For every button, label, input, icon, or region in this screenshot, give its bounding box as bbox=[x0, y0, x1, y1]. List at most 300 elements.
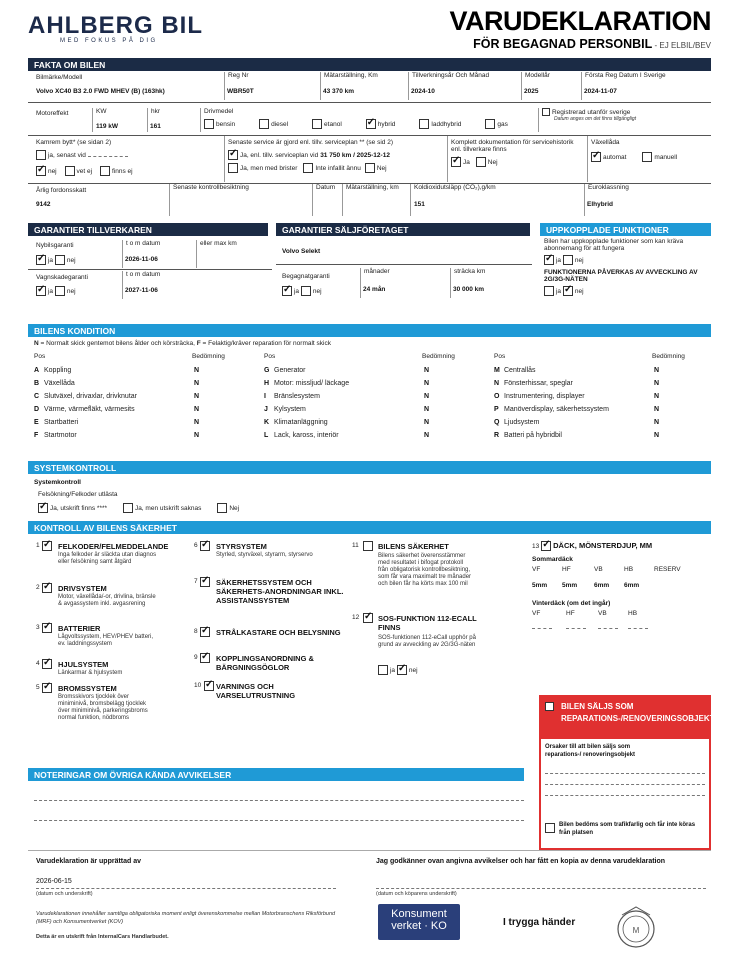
section-gar-salj-header: GARANTIER SÄLJFÖRETAGET bbox=[276, 223, 530, 236]
trafik-row bbox=[545, 821, 705, 837]
condition-item: Slutväxel, drivaxlar, drivknutar bbox=[44, 393, 137, 400]
upprattad-datum: 2026-06-15 bbox=[36, 878, 72, 885]
noter-line bbox=[34, 820, 524, 821]
fuel-label: diesel bbox=[271, 120, 289, 128]
fuel-label: bensin bbox=[216, 120, 236, 128]
service-label: Senaste service är gjord enl. tillv. serviceplan ** (se sid 2) bbox=[228, 139, 393, 146]
ja-label: ja bbox=[47, 287, 54, 295]
sak-title: STYRSYSTEM bbox=[216, 542, 267, 551]
uppk-text: Bilen har uppkopplade funktioner som kan kräva abonnemang för att fungera bbox=[544, 238, 684, 252]
sak-title: BATTERIER bbox=[58, 624, 101, 633]
condition-rating: N bbox=[194, 432, 200, 439]
condition-item: Startbatteri bbox=[44, 419, 79, 426]
fuel-gas-checkbox[interactable] bbox=[485, 119, 495, 129]
condition-item: Instrumentering, displayer bbox=[504, 393, 585, 400]
sak-item bbox=[36, 623, 186, 659]
upprattad-label: Varudeklaration är upprättad av bbox=[36, 858, 142, 865]
field-label: Första Reg Datum I Sverige bbox=[581, 72, 666, 100]
condition-item: Startmotor bbox=[44, 432, 77, 439]
pos-header: Pos bbox=[264, 353, 276, 360]
condition-rating: N bbox=[424, 380, 430, 387]
kamrem-ja-checkbox[interactable] bbox=[36, 150, 46, 160]
beg-ja-checkbox[interactable] bbox=[282, 286, 292, 296]
salj-namn: Volvo Selekt bbox=[282, 248, 321, 255]
euro-value: Elhybrid bbox=[587, 201, 614, 208]
vaxel-auto-label: automat bbox=[602, 153, 627, 161]
field-label: Modellår bbox=[521, 72, 550, 100]
komplett-nej-label: Nej bbox=[487, 158, 498, 166]
sak-desc: Länkarmar & hjulsystem bbox=[58, 670, 123, 676]
condition-letter: P bbox=[494, 406, 499, 413]
sak-title: KOPPLINGSANORDNING & BÄRGNINGSÖGLOR bbox=[216, 654, 314, 672]
ja-label: ja bbox=[555, 287, 562, 295]
dack-checkbox[interactable] bbox=[541, 541, 551, 551]
field-label: Tillverkningsår Och Månad bbox=[408, 72, 489, 100]
sak-item bbox=[36, 683, 186, 733]
condition-letter: B bbox=[34, 380, 40, 387]
condition-rating: N bbox=[654, 432, 660, 439]
vagn-label: Vagnskadegaranti bbox=[36, 274, 88, 281]
sak-num: 2 bbox=[36, 584, 40, 591]
system-sub: Felsökning/Felkoder utlästa bbox=[38, 491, 118, 498]
fuel-hybrid-checkbox[interactable] bbox=[366, 119, 376, 129]
ja-label: ja bbox=[293, 287, 300, 295]
sak-5-checkbox[interactable] bbox=[42, 683, 52, 693]
condition-item: Centrallås bbox=[504, 367, 536, 374]
reparation-title: BILEN SÄLJS SOM REPARATIONS-/RENOVERINGSOBJEKT bbox=[561, 702, 715, 723]
condition-item: Klimatanläggning bbox=[274, 419, 328, 426]
beg-nej-checkbox[interactable] bbox=[301, 286, 311, 296]
field-label: Reg Nr bbox=[224, 72, 249, 100]
condition-letter: M bbox=[494, 367, 500, 374]
dealer-slogan: MED FOKUS PÅ DIG bbox=[60, 38, 158, 44]
dack-num: 13 bbox=[532, 543, 540, 550]
vagn-ja-checkbox[interactable] bbox=[36, 286, 46, 296]
fuel-label: hybrid bbox=[377, 120, 396, 128]
vinter-label: Vinterdäck (om det ingår) bbox=[532, 600, 611, 608]
ecall-ja-checkbox[interactable] bbox=[378, 665, 388, 675]
kamrem-vet-label: vet ej bbox=[76, 167, 93, 175]
nyb-datum: 2026-11-06 bbox=[125, 256, 158, 263]
uppk-fn: FUNKTIONERNA PÅVERKAS AV AVVECKLING AV 2G/3G-NÄTEN bbox=[544, 269, 698, 283]
kamrem-nej-label: nej bbox=[47, 167, 57, 175]
col-vf: VF bbox=[532, 566, 541, 574]
bedomning-header: Bedömning bbox=[192, 353, 225, 360]
service-inte-checkbox[interactable] bbox=[303, 163, 313, 173]
vaxel-auto-checkbox[interactable] bbox=[591, 152, 601, 162]
trygga-text: I trygga händer bbox=[503, 917, 576, 928]
system-ja-checkbox[interactable] bbox=[38, 503, 48, 513]
page-subtitle: FÖR BEGAGNAD PERSONBIL - EJ ELBIL/BEV bbox=[473, 37, 711, 51]
section-noter-header: NOTERINGAR OM ÖVRIGA KÄNDA AVVIKELSER bbox=[28, 768, 524, 781]
pos-header: Pos bbox=[34, 353, 46, 360]
sak-desc: Lågvoltssystem, HEV/PHEV batteri, ev. laddningssystem bbox=[58, 634, 154, 647]
nej-label: nej bbox=[574, 287, 584, 295]
vaxel-man-checkbox[interactable] bbox=[642, 152, 652, 162]
sak-num: 5 bbox=[36, 684, 40, 691]
uppk bbox=[544, 238, 710, 316]
val-hf: 5mm bbox=[562, 582, 578, 590]
nej-label: nej bbox=[66, 256, 76, 264]
condition-item: Ljudsystem bbox=[504, 419, 540, 426]
col-hf: HF bbox=[566, 610, 575, 618]
condition-item: Manöverdisplay, säkerhetssystem bbox=[504, 406, 609, 413]
sak-item bbox=[194, 541, 344, 577]
vaxel-field bbox=[587, 136, 711, 182]
condition-item: Motor: missljud/ läckage bbox=[274, 380, 350, 387]
sak-num: 8 bbox=[194, 628, 198, 635]
co2-value: 151 bbox=[414, 201, 425, 208]
sak-item-11 bbox=[352, 541, 522, 613]
condition-rating: N bbox=[654, 380, 660, 387]
dack-title: DÄCK, MÖNSTERDJUP, MM bbox=[553, 541, 653, 550]
komplett-ja-label: Ja bbox=[462, 158, 470, 166]
beg-str-value: 30 000 km bbox=[453, 286, 485, 293]
gar-tillv bbox=[28, 238, 272, 304]
sak-2-checkbox[interactable] bbox=[42, 583, 52, 593]
sommar-label: Sommardäck bbox=[532, 556, 573, 564]
condition-rating: N bbox=[424, 419, 430, 426]
sak-item-12 bbox=[352, 613, 522, 693]
fakta-section bbox=[28, 72, 711, 217]
condition-item: Värme, värmefläkt, värmesits bbox=[44, 406, 135, 413]
sak-11-checkbox[interactable] bbox=[363, 541, 373, 551]
kamrem-label: Kamrem bytt* (se sidan 2) bbox=[36, 139, 112, 146]
hk-label: hkr bbox=[147, 108, 160, 132]
sak-desc: Bromsskivors tjocklek över miniminivå, bromsbelägg tjocklek över miniminivå, parkeringsbroms normal funktion, nödbroms bbox=[58, 694, 148, 721]
col-vf: VF bbox=[532, 610, 541, 618]
nyb-label: Nybilsgaranti bbox=[36, 242, 74, 249]
sak-num: 11 bbox=[352, 542, 359, 549]
fuel-options bbox=[204, 119, 516, 129]
beg-man-label: månader bbox=[360, 268, 390, 298]
system-o2: Ja, men utskrift saknas bbox=[134, 504, 202, 512]
section-uppk-header: UPPKOPPLADE FUNKTIONER bbox=[540, 223, 711, 236]
sak-title: BROMSSYSTEM bbox=[58, 684, 117, 693]
reparation-orsaker: Orsaker till att bilen säljs som reparations-/ renoveringsobjekt bbox=[545, 744, 636, 758]
condition-letter: N bbox=[494, 380, 500, 387]
field-value-tillv: 2024-10 bbox=[411, 88, 435, 95]
field-label: Mätarställning, Km bbox=[320, 72, 378, 100]
vagn-datum: 2027-11-06 bbox=[125, 287, 158, 294]
sak-1-checkbox[interactable] bbox=[42, 541, 52, 551]
page-title: VARUDEKLARATION bbox=[449, 6, 711, 36]
reparation-box bbox=[539, 695, 715, 850]
skatt-value: 9142 bbox=[36, 201, 51, 208]
sak-title: HJULSYSTEM bbox=[58, 660, 109, 669]
kamrem-finns-checkbox[interactable] bbox=[100, 166, 110, 176]
fuel-etanol-checkbox[interactable] bbox=[312, 119, 322, 129]
disclaimer-printout: Detta är en utskrift från InternalCars Handlarbudet. bbox=[36, 934, 169, 940]
ecall-nej-checkbox[interactable] bbox=[397, 665, 407, 675]
service-nej-label: Nej bbox=[376, 164, 387, 172]
svg-text:M: M bbox=[632, 926, 640, 935]
condition-rating: N bbox=[654, 406, 660, 413]
kontroll-label: Senaste kontrollbesiktning bbox=[169, 184, 249, 216]
fuel-laddhybrid-checkbox[interactable] bbox=[419, 119, 429, 129]
nyb-max-label: eller max km bbox=[196, 240, 237, 268]
section-system-header: SYSTEMKONTROLL bbox=[28, 461, 711, 474]
field-value-regnr: WBR50T bbox=[227, 88, 254, 95]
condition-item: Batteri på hybridbil bbox=[504, 432, 562, 439]
kw-value: 119 kW bbox=[96, 123, 119, 130]
service-inte-label: Inte infallit ännu bbox=[315, 164, 361, 172]
sak-desc: Inga felkoder är släckta utan diagnos eller felsökning samt åtgärd bbox=[58, 552, 157, 565]
sak-col-1 bbox=[36, 541, 186, 733]
sak-title: VARNINGS OCH VARSELUTRUSTNING bbox=[216, 682, 296, 700]
condition-letter: H bbox=[264, 380, 270, 387]
kw-label: KW bbox=[92, 108, 106, 132]
condition-letter: K bbox=[264, 419, 270, 426]
vaxel-label: Växellåda bbox=[591, 139, 620, 146]
system-title: Systemkontroll bbox=[34, 479, 81, 486]
sak-num: 10 bbox=[194, 682, 202, 689]
sak-desc: Bilens säkerhet överensstämmer med resultatet i bifogat protokoll från obligatorisk kontrollbesiktning, som får vara maximalt tre månader och bilen får ha körts max 100 mil bbox=[378, 553, 472, 587]
condition-rating: N bbox=[424, 367, 430, 374]
sak-desc: Motor, växellåda/-or, drivlina, bränsle & avgassystem inkl. avgasrening bbox=[58, 594, 156, 607]
service-ja-label: Ja, enl. tillv. serviceplan vid bbox=[239, 151, 319, 159]
nyb-tom-label: t o m datum bbox=[122, 240, 160, 268]
dack-section bbox=[532, 541, 712, 651]
kondition-legend: N = Normalt skick gentemot bilens ålder och körsträcka, F = Felaktig/kräver reparation för normalt skick bbox=[34, 340, 331, 347]
service-field bbox=[224, 136, 444, 182]
col-reserv: RESERV bbox=[654, 566, 681, 574]
val-vf: 5mm bbox=[532, 582, 548, 590]
sak-title: STRÅLKASTARE OCH BELYSNING bbox=[216, 628, 341, 637]
condition-letter: R bbox=[494, 432, 500, 439]
system-o1: Ja, utskrift finns **** bbox=[49, 504, 108, 512]
condition-item: Fönsterhissar, speglar bbox=[504, 380, 573, 387]
condition-rating: N bbox=[424, 406, 430, 413]
condition-letter: I bbox=[264, 393, 266, 400]
vinter-grid bbox=[532, 610, 712, 636]
condition-item: Lack, kaross, interiör bbox=[274, 432, 339, 439]
condition-item: Koppling bbox=[44, 367, 72, 374]
sak-title: SOS-FUNKTION 112-ECALL FINNS bbox=[378, 614, 477, 632]
sak-desc: SOS-funktionen 112-eCall upphör på grund av avveckling av 2G/3G-näten bbox=[378, 635, 476, 648]
vagn-nej-checkbox[interactable] bbox=[55, 286, 65, 296]
condition-rating: N bbox=[194, 419, 200, 426]
nyb-nej-checkbox[interactable] bbox=[55, 255, 65, 265]
condition-letter: G bbox=[264, 367, 270, 374]
komplett-ja-checkbox[interactable] bbox=[451, 157, 461, 167]
sak-12-checkbox[interactable] bbox=[363, 613, 373, 623]
drivmedel-label: Drivmedel bbox=[200, 108, 233, 132]
sak-col-2 bbox=[194, 541, 344, 705]
field-value-modellar: 2025 bbox=[524, 88, 539, 95]
sak-title: DRIVSYSTEM bbox=[58, 584, 107, 593]
condition-letter: F bbox=[34, 432, 39, 439]
kamrem-options bbox=[36, 166, 133, 176]
sak-item bbox=[194, 653, 344, 681]
kamrem-ja-row bbox=[36, 150, 128, 160]
sommar-grid bbox=[532, 566, 712, 596]
system-o3: Nej bbox=[229, 504, 240, 512]
kontroll-datum-label: Datum bbox=[312, 184, 335, 216]
sak-num: 7 bbox=[194, 578, 198, 585]
nej-label: nej bbox=[66, 287, 76, 295]
sak-10-checkbox[interactable] bbox=[204, 681, 214, 691]
sak-col-3 bbox=[352, 541, 522, 693]
uppk-ja-checkbox[interactable] bbox=[544, 255, 554, 265]
kontroll-km-label: Mätarställning, km bbox=[342, 184, 399, 216]
field-value-model: Volvo XC40 B3 2.0 FWD MHEV (B) (163hk) bbox=[36, 88, 165, 95]
sak-6-checkbox[interactable] bbox=[200, 541, 210, 551]
reg-utanfor-checkbox[interactable] bbox=[542, 108, 550, 116]
condition-letter: O bbox=[494, 393, 500, 400]
gar-salj bbox=[276, 238, 532, 304]
sak-num: 3 bbox=[36, 624, 40, 631]
dealer-logo: AHLBERG BIL bbox=[28, 12, 203, 39]
col-vb: VB bbox=[594, 566, 603, 574]
konsumentverket-logo: Konsument verket · KO bbox=[378, 904, 460, 940]
nyb-ja-checkbox[interactable] bbox=[36, 255, 46, 265]
hk-value: 161 bbox=[150, 123, 161, 130]
system-ja-saknas-checkbox[interactable] bbox=[123, 503, 133, 513]
reparation-header bbox=[541, 697, 715, 739]
service-value: 31 750 km / 2025-12-12 bbox=[320, 151, 390, 159]
sak-title: BILENS SÄKERHET bbox=[378, 542, 449, 551]
sak-desc: Styrled, styrväxel, styrarm, styrservo bbox=[216, 552, 313, 558]
fuel-label: etanol bbox=[324, 120, 342, 128]
condition-rating: N bbox=[424, 432, 430, 439]
col-vb: VB bbox=[598, 610, 607, 618]
trafik-checkbox[interactable] bbox=[545, 823, 555, 833]
section-fakta-header: FAKTA OM BILEN bbox=[28, 58, 711, 71]
bedomning-header: Bedömning bbox=[652, 353, 685, 360]
ja-label: ja bbox=[555, 256, 562, 264]
field-value-firstreg: 2024-11-07 bbox=[584, 88, 617, 95]
reg-utanfor bbox=[538, 108, 662, 132]
condition-letter: L bbox=[264, 432, 269, 439]
system-nej-checkbox[interactable] bbox=[217, 503, 227, 513]
condition-rating: N bbox=[654, 419, 660, 426]
skatt-label: Årlig fordonsskatt bbox=[36, 187, 87, 194]
reparation-checkbox[interactable] bbox=[545, 702, 554, 711]
vaxel-man-label: manuell bbox=[654, 153, 678, 161]
field-label: Bilmärke/Modell bbox=[36, 74, 83, 81]
sak-item bbox=[36, 659, 186, 683]
bedomning-header: Bedömning bbox=[422, 353, 455, 360]
col-hb: HB bbox=[628, 610, 638, 618]
condition-letter: J bbox=[264, 406, 268, 413]
condition-rating: N bbox=[654, 367, 660, 374]
condition-letter: A bbox=[34, 367, 40, 374]
co2-label: Koldioxidutsläpp (CO₂),g/km bbox=[410, 184, 496, 216]
condition-letter: Q bbox=[494, 419, 500, 426]
sak-item bbox=[194, 681, 344, 705]
sak-num: 4 bbox=[36, 660, 40, 667]
section-gar-tillv-header: GARANTIER TILLVERKAREN bbox=[28, 223, 268, 236]
trafik-label: Bilen bedöms som trafikfarlig och får inte köras från platsen bbox=[559, 822, 696, 836]
datum-sub: (datum och underskrift) bbox=[36, 891, 93, 897]
nej-label: nej bbox=[574, 256, 584, 264]
beg-str-label: sträcka km bbox=[450, 268, 485, 298]
sak-3-checkbox[interactable] bbox=[42, 623, 52, 633]
ja-label: ja bbox=[47, 256, 54, 264]
condition-item: Kylsystem bbox=[274, 406, 306, 413]
sak-item bbox=[194, 577, 344, 627]
fuel-label: gas bbox=[497, 120, 508, 128]
condition-rating: N bbox=[194, 406, 200, 413]
sak-item bbox=[194, 627, 344, 653]
sak-num: 6 bbox=[194, 542, 198, 549]
fuel-bensin-checkbox[interactable] bbox=[204, 119, 214, 129]
kamrem-nej-checkbox[interactable] bbox=[36, 166, 46, 176]
sak-7-checkbox[interactable] bbox=[200, 577, 210, 587]
sak-4-checkbox[interactable] bbox=[42, 659, 52, 669]
reg-utanfor-sub: Datum anges om det finns tillgängligt bbox=[554, 116, 636, 122]
sak-title: SÄKERHETSSYSTEM OCH SÄKERHETS-ANORDNINGAR INKL. ASSISTANSSYSTEM bbox=[216, 578, 344, 605]
komplett-nej-checkbox[interactable] bbox=[476, 157, 486, 167]
godkanner-label: Jag godkänner ovan angivna avvikelser och har fått en kopia av denna varudeklaration bbox=[376, 858, 666, 865]
service-ja-checkbox[interactable] bbox=[228, 150, 238, 160]
condition-letter: C bbox=[34, 393, 40, 400]
ja-label: ja bbox=[389, 666, 396, 674]
sak-item bbox=[36, 541, 186, 583]
sak-num: 12 bbox=[352, 614, 360, 621]
system-options bbox=[38, 503, 239, 513]
col-hf: HF bbox=[562, 566, 571, 574]
field-value-km: 43 370 km bbox=[323, 88, 355, 95]
fuel-label: laddhybrid bbox=[431, 120, 462, 128]
reg-utanfor-label: Registrerad utanför sverige bbox=[551, 108, 631, 116]
val-hb: 6mm bbox=[624, 582, 640, 590]
kamrem-vet-checkbox[interactable] bbox=[65, 166, 75, 176]
condition-letter: E bbox=[34, 419, 39, 426]
kondition-table bbox=[34, 353, 704, 445]
vagn-tom-label: t o m datum bbox=[122, 271, 160, 299]
fuel-diesel-checkbox[interactable] bbox=[259, 119, 269, 129]
kop-sub: (datum och köparens underskrift) bbox=[376, 891, 457, 897]
komplett-label: Komplett dokumentation för servicehistorik enl. tillverkare finns bbox=[451, 139, 574, 153]
nej-label: nej bbox=[408, 666, 418, 674]
condition-rating: N bbox=[194, 367, 200, 374]
condition-item: Växellåda bbox=[44, 380, 75, 387]
condition-rating: N bbox=[424, 393, 430, 400]
val-vb: 6mm bbox=[594, 582, 610, 590]
kamrem-ja-label: ja, senast vid bbox=[47, 151, 86, 159]
fn-ja-checkbox[interactable] bbox=[544, 286, 554, 296]
sak-title: FELKODER/FELMEDDELANDE bbox=[58, 542, 169, 551]
sak-num: 1 bbox=[36, 542, 40, 549]
condition-letter: D bbox=[34, 406, 40, 413]
disclaimer: Varudeklarationen innehåller samtliga obligatoriska moment enligt överenskommelse mellan Motorbranschens Riksförbund (MRF) och Konsumentverket (KOV) bbox=[36, 911, 336, 925]
motoreffekt-label: Motoreffekt bbox=[36, 110, 69, 117]
beg-label: Begagnatgaranti bbox=[282, 273, 330, 280]
pos-header: Pos bbox=[494, 353, 506, 360]
col-hb: HB bbox=[624, 566, 634, 574]
condition-item: Bränslesystem bbox=[274, 393, 320, 400]
service-brister-label: Ja, men med brister bbox=[239, 164, 298, 172]
noter-line bbox=[34, 800, 524, 801]
section-kondition-header: BILENS KONDITION bbox=[28, 324, 711, 337]
sak-9-checkbox[interactable] bbox=[200, 653, 210, 663]
sak-8-checkbox[interactable] bbox=[200, 627, 210, 637]
nej-label: nej bbox=[312, 287, 322, 295]
komplett-field bbox=[447, 136, 585, 182]
uppk-nej-checkbox[interactable] bbox=[563, 255, 573, 265]
service-brister-checkbox[interactable] bbox=[228, 163, 238, 173]
fn-nej-checkbox[interactable] bbox=[563, 286, 573, 296]
mrf-seal-icon bbox=[610, 905, 662, 949]
service-nej-checkbox[interactable] bbox=[365, 163, 375, 173]
euro-label: Euroklassning bbox=[584, 184, 629, 216]
beg-man-value: 24 mån bbox=[363, 286, 386, 293]
condition-rating: N bbox=[194, 393, 200, 400]
condition-item: Generator bbox=[274, 367, 306, 374]
sak-num: 9 bbox=[194, 654, 198, 661]
